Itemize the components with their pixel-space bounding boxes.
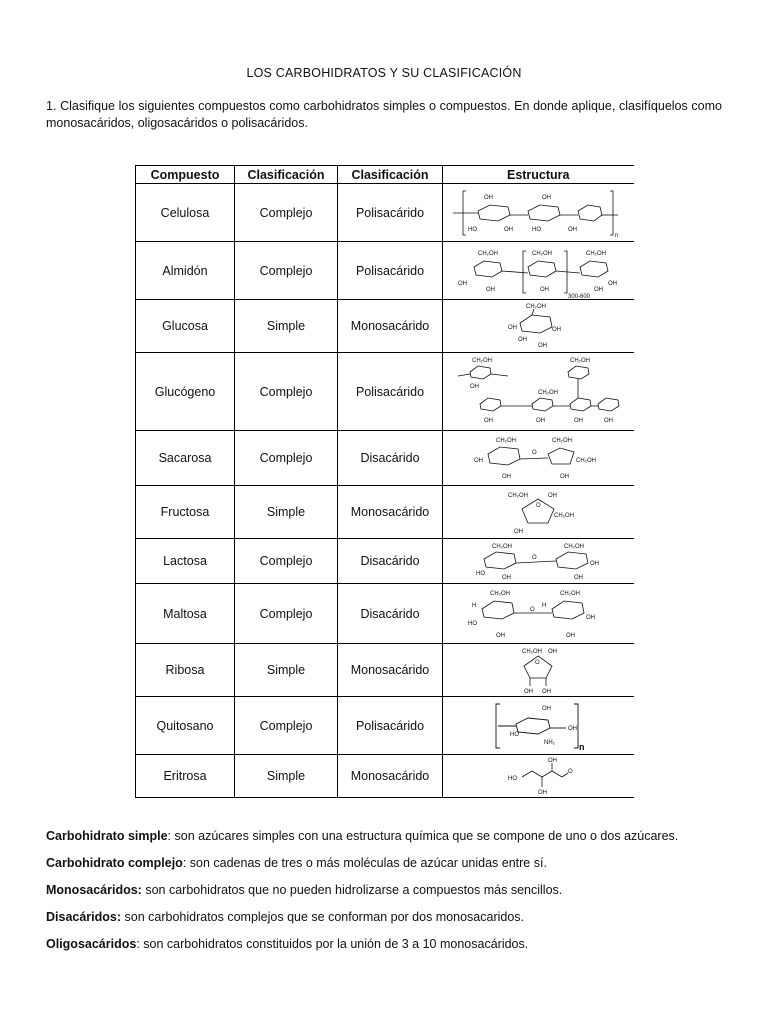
classification-2: Disacárido [338,539,443,584]
svg-text:OH: OH [604,417,614,424]
compound-name: Ribosa [136,644,235,697]
classification-1: Complejo [235,431,338,486]
definition-item [46,828,726,844]
erythrose-structure-icon [448,755,628,797]
svg-text:CH₂OH: CH₂OH [576,458,597,464]
svg-text:CH₂OH: CH₂OH [496,438,517,444]
carbohydrate-table [135,165,634,798]
svg-text:OH: OH [484,194,494,201]
classification-1: Complejo [235,584,338,644]
header-compuesto: Compuesto [136,166,235,184]
fructose-structure-icon [448,487,628,537]
svg-text:HO: HO [468,226,478,233]
svg-text:CH₂OH: CH₂OH [552,438,573,444]
svg-text:OH: OH [568,725,578,732]
compound-name: Celulosa [136,184,235,242]
compound-name: Quitosano [136,697,235,755]
svg-text:OH: OH [552,327,562,333]
svg-text:OH: OH [540,286,550,293]
svg-text:OH: OH [486,286,496,293]
svg-text:OH: OH [504,226,514,233]
compound-name: Fructosa [136,486,235,539]
table-row [136,242,634,300]
svg-text:OH: OH [496,632,506,639]
definition-text: son carbohidratos complejos que se conforman por dos monosacaridos. [121,910,525,924]
svg-text:OH: OH [566,632,576,639]
svg-text:OH: OH [474,458,484,464]
lactose-structure-icon [448,539,628,583]
classification-1: Simple [235,486,338,539]
classification-1: Complejo [235,353,338,431]
table-row [136,300,634,353]
classification-2: Monosacárido [338,755,443,798]
classification-2: Monosacárido [338,486,443,539]
chitosan-structure-icon [448,698,628,754]
structure-cell [443,644,634,697]
svg-text:CH₂OH: CH₂OH [490,590,511,597]
table-row [136,431,634,486]
classification-2: Disacárido [338,431,443,486]
svg-text:CH₂OH: CH₂OH [526,304,547,310]
svg-text:OH: OH [518,337,528,343]
svg-text:CH₂OH: CH₂OH [478,250,499,257]
classification-2: Polisacárido [338,697,443,755]
svg-text:OH: OH [542,194,552,201]
classification-2: Polisacárido [338,353,443,431]
svg-text:OH: OH [502,474,512,480]
table-row [136,353,634,431]
classification-2: Polisacárido [338,242,443,300]
svg-text:CH₂OH: CH₂OH [492,544,513,550]
glucose-structure-icon [448,301,628,351]
definition-item [46,882,726,898]
classification-1: Complejo [235,242,338,300]
svg-text:CH₂OH: CH₂OH [538,389,559,396]
table-row [136,486,634,539]
header-clasificacion-2: Clasificación [338,166,443,184]
classification-1: Simple [235,755,338,798]
svg-text:O: O [532,555,537,561]
svg-text:H: H [472,602,477,609]
header-estructura: Estructura [443,166,634,184]
classification-1: Simple [235,644,338,697]
structure-cell [443,584,634,644]
definition-term: Monosacáridos: [46,883,142,897]
svg-text:OH: OH [548,493,558,499]
svg-text:OH: OH [524,689,534,695]
svg-text:OH: OH [542,705,552,712]
compound-name: Lactosa [136,539,235,584]
compound-name: Glucosa [136,300,235,353]
definition-term: Oligosacáridos [46,937,137,951]
classification-1: Simple [235,300,338,353]
svg-text:OH: OH [514,529,524,535]
cellulose-structure-icon [448,185,628,241]
definition-item [46,909,726,925]
svg-text:CH₂OH: CH₂OH [560,590,581,597]
glycogen-structure-icon [448,354,628,430]
svg-text:HO: HO [476,571,486,577]
svg-text:NH₂: NH₂ [544,739,556,746]
question-text: 1. Clasifique los siguientes compuestos como carbohidratos simples o compuestos. En donde aplique, clasifíquelos como monosacáridos, oligosacáridos o polisacáridos. [46,99,722,130]
structure-cell [443,697,634,755]
svg-text:O: O [530,606,535,613]
svg-text:H: H [542,602,547,609]
maltose-structure-icon [448,585,628,643]
svg-text:CH₂OH: CH₂OH [586,250,607,257]
structure-cell [443,184,634,242]
svg-text:OH: OH [574,575,584,581]
svg-text:HO: HO [468,620,478,627]
svg-text:O: O [536,503,541,509]
svg-text:OH: OH [484,417,494,424]
svg-text:HO: HO [510,731,520,738]
table-row [136,184,634,242]
ribose-structure-icon [448,644,628,696]
table-row [136,644,634,697]
svg-text:n: n [579,741,585,752]
svg-text:OH: OH [542,689,552,695]
structure-cell [443,242,634,300]
svg-text:CH₂OH: CH₂OH [564,544,585,550]
definitions-list [46,828,726,963]
svg-text:CH₂OH: CH₂OH [508,493,529,499]
svg-text:OH: OH [594,286,604,293]
svg-text:OH: OH [538,790,548,796]
header-clasificacion-1: Clasificación [235,166,338,184]
svg-text:OH: OH [536,417,546,424]
compound-name: Almidón [136,242,235,300]
svg-text:OH: OH [568,226,578,233]
svg-text:CH₂OH: CH₂OH [554,513,575,519]
svg-text:OH: OH [574,417,584,424]
definition-item [46,855,726,871]
svg-text:HO: HO [532,226,542,233]
definition-term: Carbohidrato complejo [46,856,183,870]
classification-2: Disacárido [338,584,443,644]
definition-text: son carbohidratos que no pueden hidrolizarse a compuestos más sencillos. [141,883,563,897]
classification-1: Complejo [235,539,338,584]
classification-1: Complejo [235,697,338,755]
table-row [136,539,634,584]
svg-text:OH: OH [590,561,600,567]
svg-text:CH₂OH: CH₂OH [522,649,543,655]
svg-text:OH: OH [586,614,596,621]
sucrose-structure-icon [448,432,628,484]
svg-text:O: O [532,450,537,456]
page-title: LOS CARBOHIDRATOS Y SU CLASIFICACIÓN [246,66,522,80]
compound-name: Glucógeno [136,353,235,431]
definition-text: : son cadenas de tres o más moléculas de azúcar unidas entre sí. [182,856,547,870]
structure-cell [443,486,634,539]
classification-1: Complejo [235,184,338,242]
structure-cell [443,539,634,584]
table-header-row [136,166,634,184]
structure-cell [443,353,634,431]
table-row [136,755,634,798]
compound-name: Sacarosa [136,431,235,486]
svg-text:O: O [568,769,573,775]
svg-text:OH: OH [560,474,570,480]
svg-text:300-600: 300-600 [568,293,591,299]
svg-text:OH: OH [608,280,618,287]
svg-text:n: n [615,232,619,239]
svg-text:OH: OH [502,575,512,581]
svg-text:OH: OH [548,649,558,655]
definition-term: Carbohidrato simple [46,829,168,843]
svg-text:O: O [535,660,540,666]
svg-text:CH₂OH: CH₂OH [532,250,553,257]
svg-text:OH: OH [538,343,548,349]
svg-text:CH₂OH: CH₂OH [472,357,493,364]
svg-text:OH: OH [470,383,480,390]
svg-text:HO: HO [508,776,518,782]
svg-text:CH₂OH: CH₂OH [570,357,591,364]
svg-text:OH: OH [548,758,558,764]
svg-text:OH: OH [508,325,518,331]
table-row [136,697,634,755]
definition-item [46,936,726,952]
definition-text: : son carbohidratos constituidos por la unión de 3 a 10 monosacáridos. [136,937,529,951]
structure-cell [443,755,634,798]
compound-name: Eritrosa [136,755,235,798]
svg-text:OH: OH [458,280,468,287]
classification-2: Monosacárido [338,300,443,353]
classification-2: Polisacárido [338,184,443,242]
starch-structure-icon [448,243,628,299]
compound-name: Maltosa [136,584,235,644]
table-row [136,584,634,644]
structure-cell [443,300,634,353]
definition-text: : son azúcares simples con una estructura química que se compone de uno o dos azúcares. [167,829,679,843]
classification-2: Monosacárido [338,644,443,697]
definition-term: Disacáridos: [46,910,122,924]
structure-cell [443,431,634,486]
